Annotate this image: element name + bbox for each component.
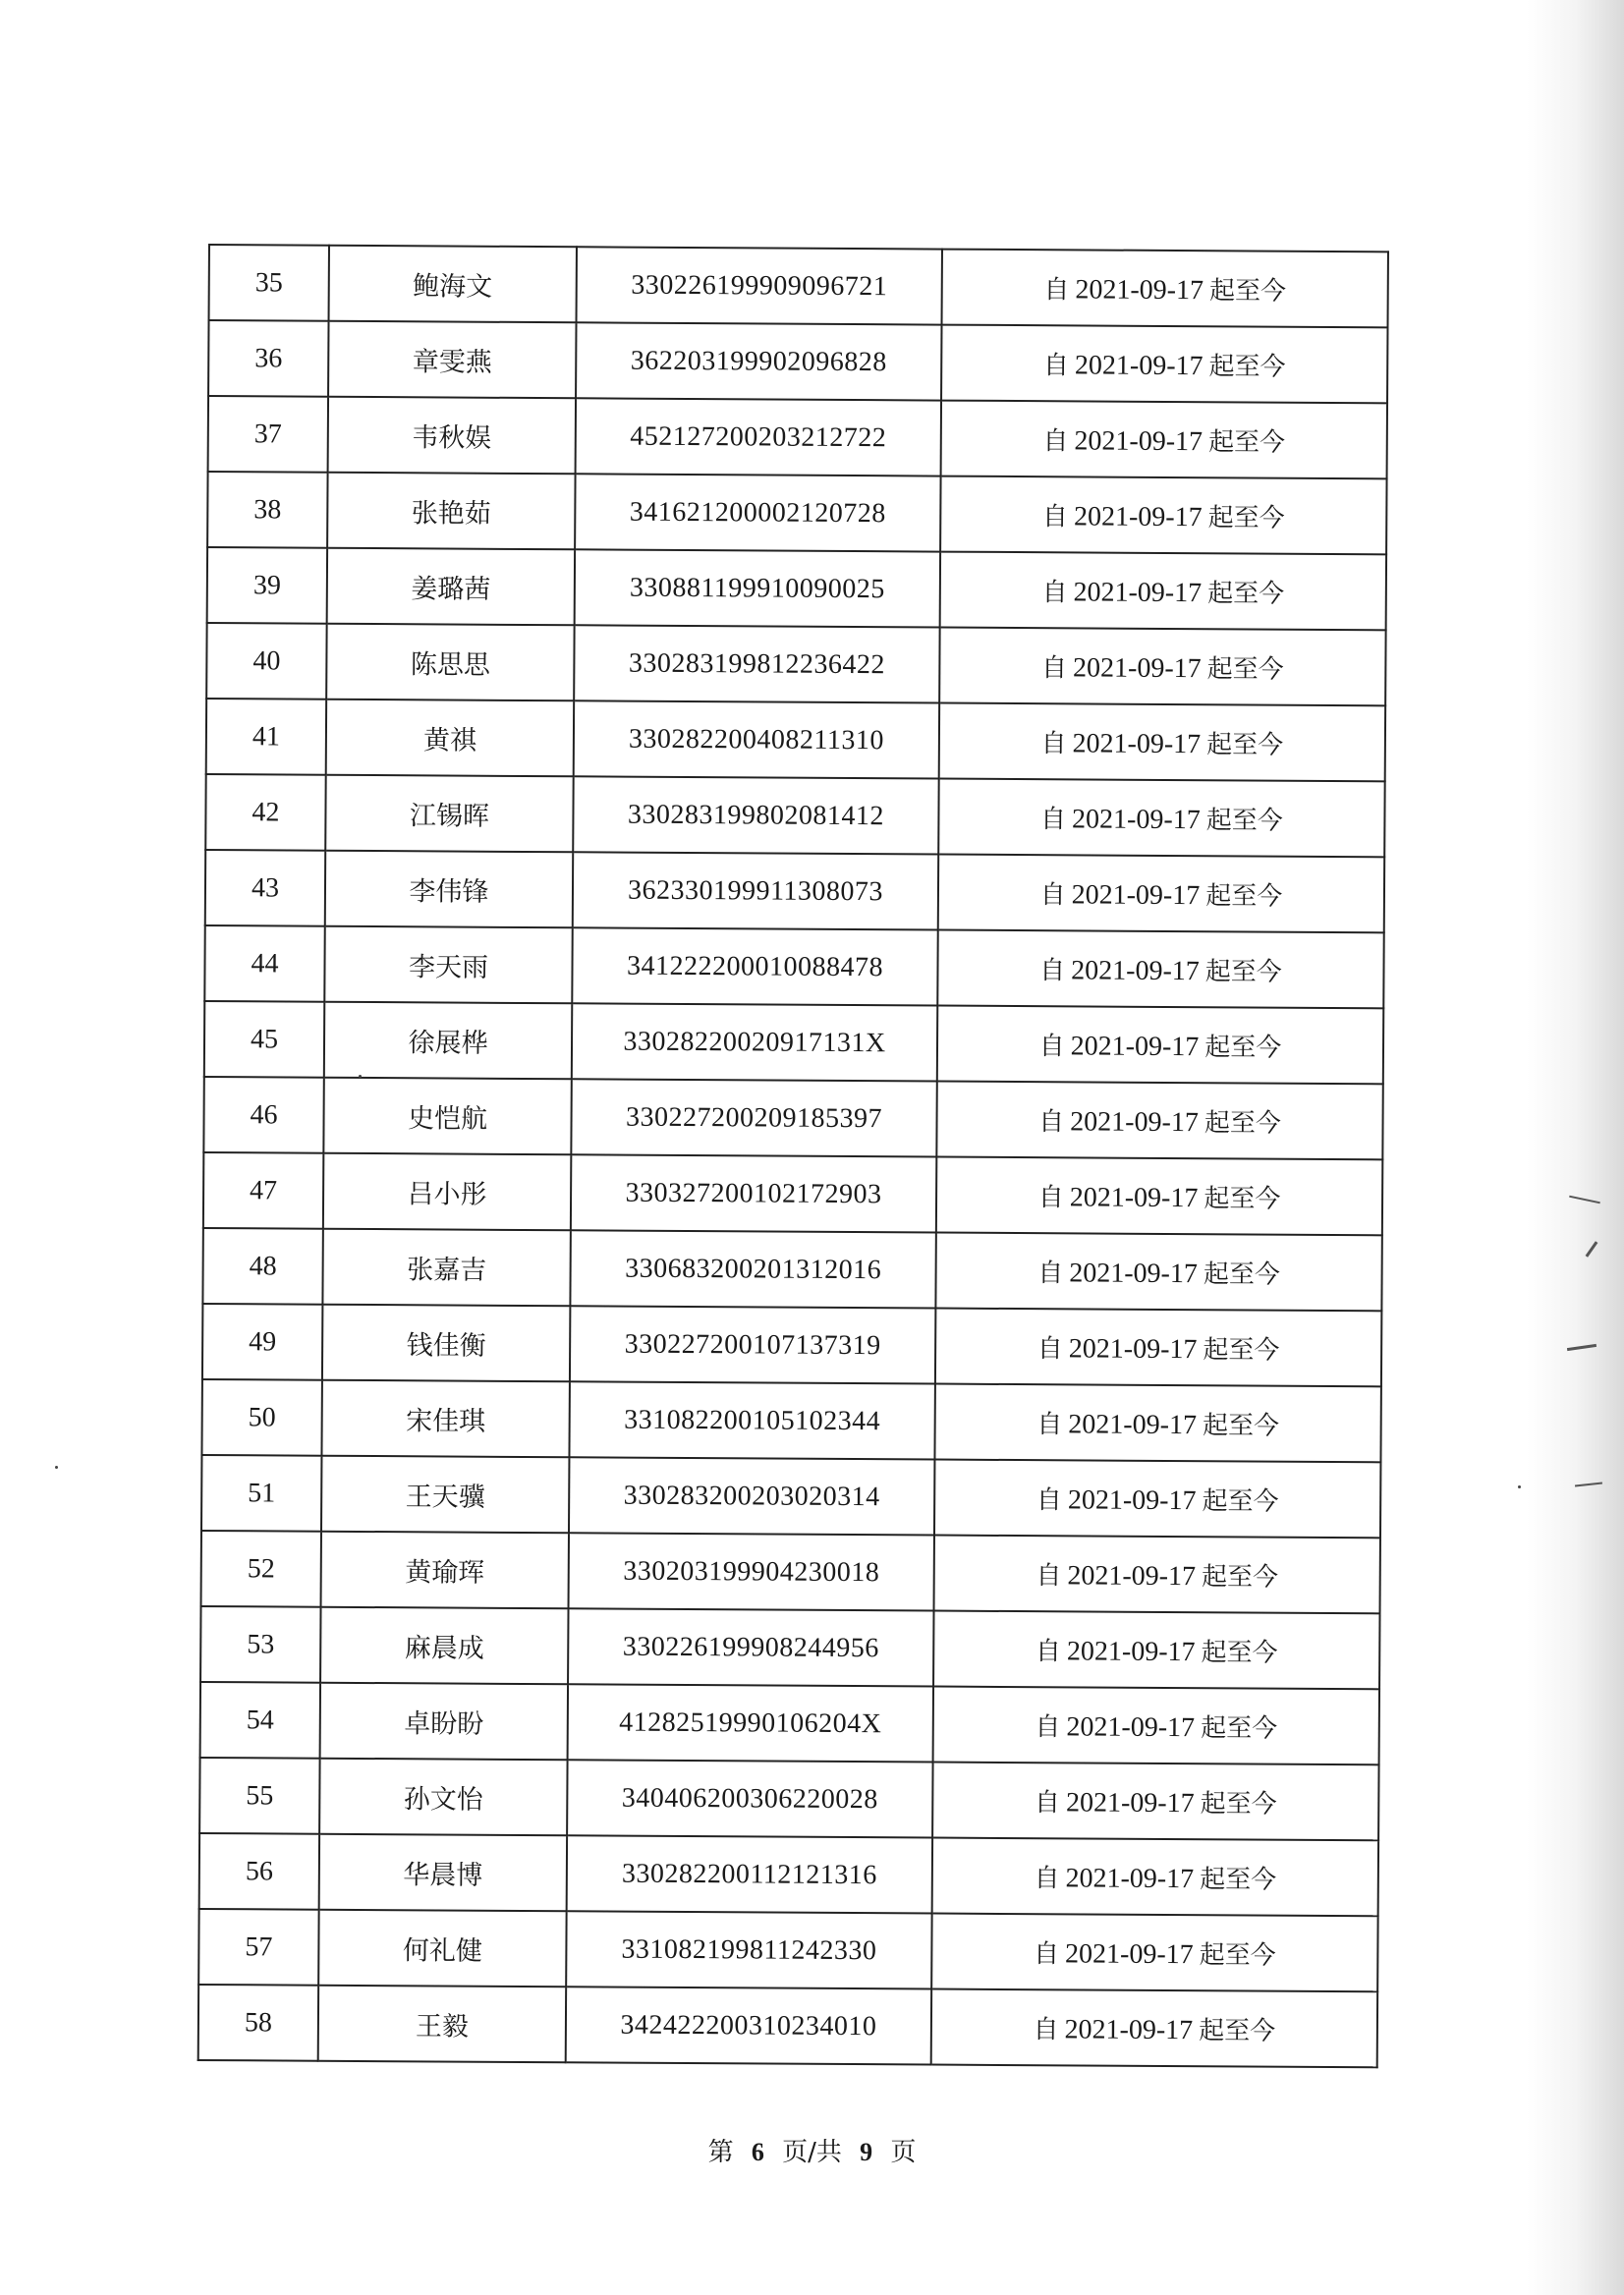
- footer-middle: 页/共: [782, 2138, 842, 2167]
- id-number-cell: 330327200102172903: [571, 1154, 936, 1232]
- scan-speck: [359, 1075, 362, 1078]
- name-cell: 吕小彤: [323, 1153, 571, 1231]
- table-row: [201, 1455, 1380, 1538]
- period-cell: [931, 1914, 1377, 1992]
- period-until-now-label: 起至今: [1200, 1865, 1277, 1895]
- period-cell: [937, 1006, 1383, 1085]
- id-number-cell: 340406200306220028: [567, 1760, 932, 1837]
- name-cell: 徐展桦: [324, 1002, 572, 1080]
- period-from-label: 自: [1043, 275, 1070, 306]
- name-cell: 宋佳琪: [321, 1380, 569, 1458]
- id-number-cell: 330282200408211310: [574, 700, 939, 778]
- period-cell: [938, 779, 1384, 858]
- period-start-date: 2021-09-17: [1071, 955, 1200, 987]
- name-cell: 卓盼盼: [320, 1683, 568, 1761]
- period-from-label: 自: [1036, 1334, 1063, 1365]
- row-number-cell: 40: [206, 623, 326, 700]
- name-cell: 华晨博: [319, 1834, 567, 1912]
- period-start-date: 2021-09-17: [1066, 1636, 1196, 1668]
- id-number-cell: 330283199812236422: [574, 625, 939, 702]
- period-cell: [939, 628, 1385, 706]
- row-number-cell: 53: [200, 1606, 320, 1683]
- row-number-cell: 58: [198, 1985, 318, 2061]
- period-from-label: 自: [1034, 1788, 1061, 1819]
- period-until-now-label: 起至今: [1208, 276, 1287, 307]
- period-cell: [935, 1233, 1381, 1312]
- id-number-cell: 362330199911308073: [573, 852, 938, 929]
- period-start-date: 2021-09-17: [1067, 1560, 1197, 1593]
- row-number-cell: 52: [201, 1531, 321, 1607]
- name-cell: 史恺航: [323, 1078, 571, 1155]
- row-number-cell: 47: [203, 1152, 323, 1229]
- period-cell: [941, 401, 1387, 479]
- row-number-cell: 49: [202, 1304, 322, 1380]
- period-until-now-label: 起至今: [1203, 1259, 1281, 1290]
- id-number-cell: 330282200112121316: [567, 1835, 932, 1913]
- id-number-cell: 341621200002120728: [575, 474, 940, 551]
- period-from-label: 自: [1038, 1032, 1065, 1062]
- period-start-date: 2021-09-17: [1074, 425, 1204, 458]
- page-footer: [0, 2132, 1624, 2168]
- name-cell: 章雯燕: [328, 321, 576, 399]
- footer-total-pages: 9: [860, 2138, 873, 2166]
- period-start-date: 2021-09-17: [1070, 1106, 1199, 1139]
- period-start-date: 2021-09-17: [1069, 1182, 1199, 1214]
- id-number-cell: 41282519990106204X: [568, 1684, 933, 1762]
- period-until-now-label: 起至今: [1199, 2016, 1276, 2046]
- id-number-cell: 362203199902096828: [576, 322, 941, 400]
- table-row: [201, 1531, 1380, 1613]
- row-number-cell: 50: [201, 1379, 321, 1456]
- table-row: [204, 925, 1383, 1008]
- period-from-label: 自: [1042, 426, 1069, 457]
- row-number-cell: 36: [208, 320, 328, 397]
- id-number-cell: 341222200010088478: [572, 927, 937, 1005]
- period-from-label: 自: [1038, 1107, 1065, 1138]
- table-row: [207, 472, 1386, 554]
- period-cell: [936, 1082, 1382, 1160]
- id-number-cell: 330226199908244956: [568, 1608, 933, 1686]
- table-row: [208, 320, 1387, 403]
- period-start-date: 2021-09-17: [1064, 1938, 1194, 1971]
- id-number-cell: 330226199909096721: [577, 247, 942, 324]
- table-row: [199, 1758, 1378, 1840]
- table-row: [203, 1152, 1382, 1235]
- id-number-cell: 330881199910090025: [575, 549, 940, 627]
- period-until-now-label: 起至今: [1207, 503, 1285, 533]
- period-from-label: 自: [1036, 1561, 1062, 1592]
- name-cell: 张嘉吉: [322, 1229, 570, 1307]
- period-from-label: 自: [1035, 1712, 1061, 1743]
- table-row: [205, 850, 1384, 932]
- scan-speck: [55, 1466, 58, 1469]
- name-cell: 孙文怡: [319, 1759, 567, 1836]
- table-row: [203, 1077, 1382, 1159]
- period-start-date: 2021-09-17: [1066, 1711, 1196, 1744]
- table-row: [198, 1985, 1377, 2067]
- table-row: [206, 623, 1385, 705]
- row-number-cell: 51: [201, 1455, 321, 1532]
- period-from-label: 自: [1037, 1259, 1064, 1289]
- table-row: [198, 1909, 1377, 1991]
- row-number-cell: 48: [202, 1228, 322, 1305]
- roster-table-wrapper: [197, 244, 1379, 2068]
- id-number-cell: 330683200201312016: [570, 1230, 935, 1308]
- row-number-cell: 37: [208, 396, 328, 473]
- table-row: [200, 1682, 1379, 1764]
- table-row: [201, 1379, 1380, 1462]
- period-start-date: 2021-09-17: [1072, 728, 1202, 760]
- period-from-label: 自: [1039, 880, 1066, 911]
- period-from-label: 自: [1039, 805, 1067, 835]
- period-from-label: 自: [1036, 1485, 1062, 1516]
- row-number-cell: 38: [207, 472, 327, 548]
- table-row: [204, 1001, 1383, 1084]
- period-until-now-label: 起至今: [1201, 1713, 1278, 1744]
- footer-suffix: 页: [890, 2138, 917, 2167]
- period-cell: [933, 1611, 1379, 1690]
- period-cell: [933, 1687, 1379, 1765]
- period-start-date: 2021-09-17: [1070, 1031, 1200, 1063]
- id-number-cell: 330203199904230018: [569, 1533, 934, 1610]
- scan-speck: [1518, 1485, 1521, 1488]
- id-number-cell: 33028220020917131X: [572, 1003, 937, 1081]
- period-cell: [934, 1536, 1380, 1614]
- period-cell: [940, 476, 1386, 555]
- id-number-cell: 331082200105102344: [569, 1381, 934, 1459]
- footer-current-page: 6: [751, 2138, 764, 2166]
- period-until-now-label: 起至今: [1204, 1033, 1282, 1063]
- name-cell: 韦秋娱: [328, 397, 576, 475]
- period-start-date: 2021-09-17: [1072, 804, 1201, 836]
- name-cell: 张艳茹: [327, 473, 575, 550]
- id-number-cell: 331082199811242330: [566, 1911, 931, 1988]
- period-start-date: 2021-09-17: [1074, 350, 1204, 382]
- period-from-label: 自: [1040, 653, 1068, 684]
- period-until-now-label: 起至今: [1201, 1638, 1278, 1668]
- id-number-cell: 330283200203020314: [569, 1457, 934, 1535]
- period-until-now-label: 起至今: [1205, 881, 1283, 912]
- period-start-date: 2021-09-17: [1065, 1787, 1195, 1819]
- period-until-now-label: 起至今: [1204, 1184, 1281, 1214]
- period-cell: [935, 1309, 1381, 1387]
- row-number-cell: 39: [207, 547, 327, 624]
- id-number-cell: 342422200310234010: [566, 1987, 931, 2064]
- row-number-cell: 57: [198, 1909, 318, 1986]
- name-cell: 鲍海文: [329, 246, 577, 323]
- period-until-now-label: 起至今: [1208, 352, 1286, 382]
- footer-prefix: 第: [707, 2138, 734, 2167]
- period-cell: [937, 930, 1383, 1009]
- period-cell: [940, 552, 1386, 631]
- period-start-date: 2021-09-17: [1073, 577, 1203, 609]
- period-start-date: 2021-09-17: [1068, 1409, 1198, 1441]
- id-number-cell: 330227200107137319: [570, 1306, 935, 1383]
- period-start-date: 2021-09-17: [1073, 501, 1203, 533]
- row-number-cell: 55: [199, 1758, 319, 1834]
- name-cell: 王毅: [318, 1986, 566, 2063]
- period-cell: [942, 250, 1388, 328]
- id-number-cell: 330227200209185397: [571, 1079, 936, 1156]
- name-cell: 何礼健: [318, 1910, 566, 1987]
- table-row: [199, 1833, 1378, 1916]
- row-number-cell: 43: [205, 850, 325, 926]
- period-start-date: 2021-09-17: [1072, 652, 1202, 685]
- period-until-now-label: 起至今: [1204, 957, 1282, 987]
- period-cell: [941, 325, 1387, 404]
- id-number-cell: 330283199802081412: [573, 776, 938, 854]
- id-number-cell: 452127200203212722: [576, 398, 941, 476]
- period-until-now-label: 起至今: [1200, 1789, 1277, 1819]
- period-until-now-label: 起至今: [1205, 806, 1283, 836]
- table-row: [205, 774, 1384, 857]
- name-cell: 麻晨成: [320, 1607, 568, 1685]
- period-until-now-label: 起至今: [1206, 654, 1284, 685]
- period-cell: [932, 1838, 1378, 1917]
- period-until-now-label: 起至今: [1206, 730, 1284, 760]
- period-start-date: 2021-09-17: [1075, 274, 1204, 307]
- name-cell: 王天骥: [321, 1456, 569, 1534]
- row-number-cell: 54: [200, 1682, 320, 1759]
- table-row: [206, 699, 1385, 781]
- name-cell: 黄祺: [326, 700, 574, 777]
- row-number-cell: 56: [199, 1833, 319, 1910]
- row-number-cell: 45: [204, 1001, 324, 1078]
- period-cell: [936, 1157, 1382, 1236]
- name-cell: 江锡晖: [325, 775, 573, 853]
- period-cell: [939, 703, 1385, 782]
- period-cell: [931, 1989, 1377, 2068]
- period-from-label: 自: [1040, 729, 1067, 759]
- table-row: [208, 396, 1387, 478]
- roster-table: [197, 244, 1389, 2068]
- name-cell: 李伟锋: [325, 851, 573, 928]
- period-from-label: 自: [1041, 502, 1069, 532]
- period-cell: [934, 1384, 1380, 1463]
- period-start-date: 2021-09-17: [1067, 1484, 1197, 1517]
- table-row: [207, 547, 1386, 630]
- period-from-label: 自: [1033, 2015, 1059, 2045]
- period-until-now-label: 起至今: [1201, 1562, 1279, 1593]
- period-until-now-label: 起至今: [1204, 1108, 1281, 1139]
- period-from-label: 自: [1039, 956, 1066, 986]
- period-cell: [932, 1763, 1378, 1841]
- period-until-now-label: 起至今: [1199, 1940, 1276, 1971]
- table-row: [200, 1606, 1379, 1689]
- period-start-date: 2021-09-17: [1068, 1333, 1198, 1366]
- row-number-cell: 42: [205, 774, 325, 851]
- name-cell: 黄瑜珲: [321, 1532, 569, 1609]
- row-number-cell: 35: [209, 245, 329, 321]
- period-start-date: 2021-09-17: [1069, 1258, 1199, 1290]
- name-cell: 陈思思: [326, 624, 574, 701]
- period-from-label: 自: [1042, 351, 1070, 381]
- period-until-now-label: 起至今: [1203, 1335, 1280, 1366]
- table-row: [209, 245, 1388, 327]
- period-until-now-label: 起至今: [1202, 1411, 1280, 1441]
- period-from-label: 自: [1036, 1410, 1063, 1440]
- period-from-label: 自: [1041, 578, 1068, 608]
- row-number-cell: 41: [206, 699, 326, 775]
- period-start-date: 2021-09-17: [1065, 1863, 1195, 1895]
- period-until-now-label: 起至今: [1208, 427, 1286, 458]
- row-number-cell: 46: [203, 1077, 323, 1153]
- table-row: [202, 1228, 1381, 1311]
- period-cell: [938, 855, 1384, 933]
- table-row: [202, 1304, 1381, 1386]
- name-cell: 姜璐茜: [327, 548, 575, 626]
- period-from-label: 自: [1033, 1939, 1060, 1970]
- period-cell: [934, 1460, 1380, 1539]
- name-cell: 李天雨: [324, 926, 572, 1004]
- period-from-label: 自: [1037, 1183, 1064, 1213]
- roster-table-body: [198, 245, 1388, 2067]
- period-until-now-label: 起至今: [1202, 1486, 1279, 1517]
- scan-edge-marks: [1561, 1189, 1610, 1542]
- period-until-now-label: 起至今: [1207, 579, 1285, 609]
- period-from-label: 自: [1034, 1864, 1060, 1894]
- name-cell: 钱佳衡: [322, 1305, 570, 1382]
- period-start-date: 2021-09-17: [1071, 879, 1201, 912]
- period-start-date: 2021-09-17: [1064, 2014, 1194, 2046]
- period-from-label: 自: [1035, 1637, 1062, 1667]
- row-number-cell: 44: [204, 925, 324, 1002]
